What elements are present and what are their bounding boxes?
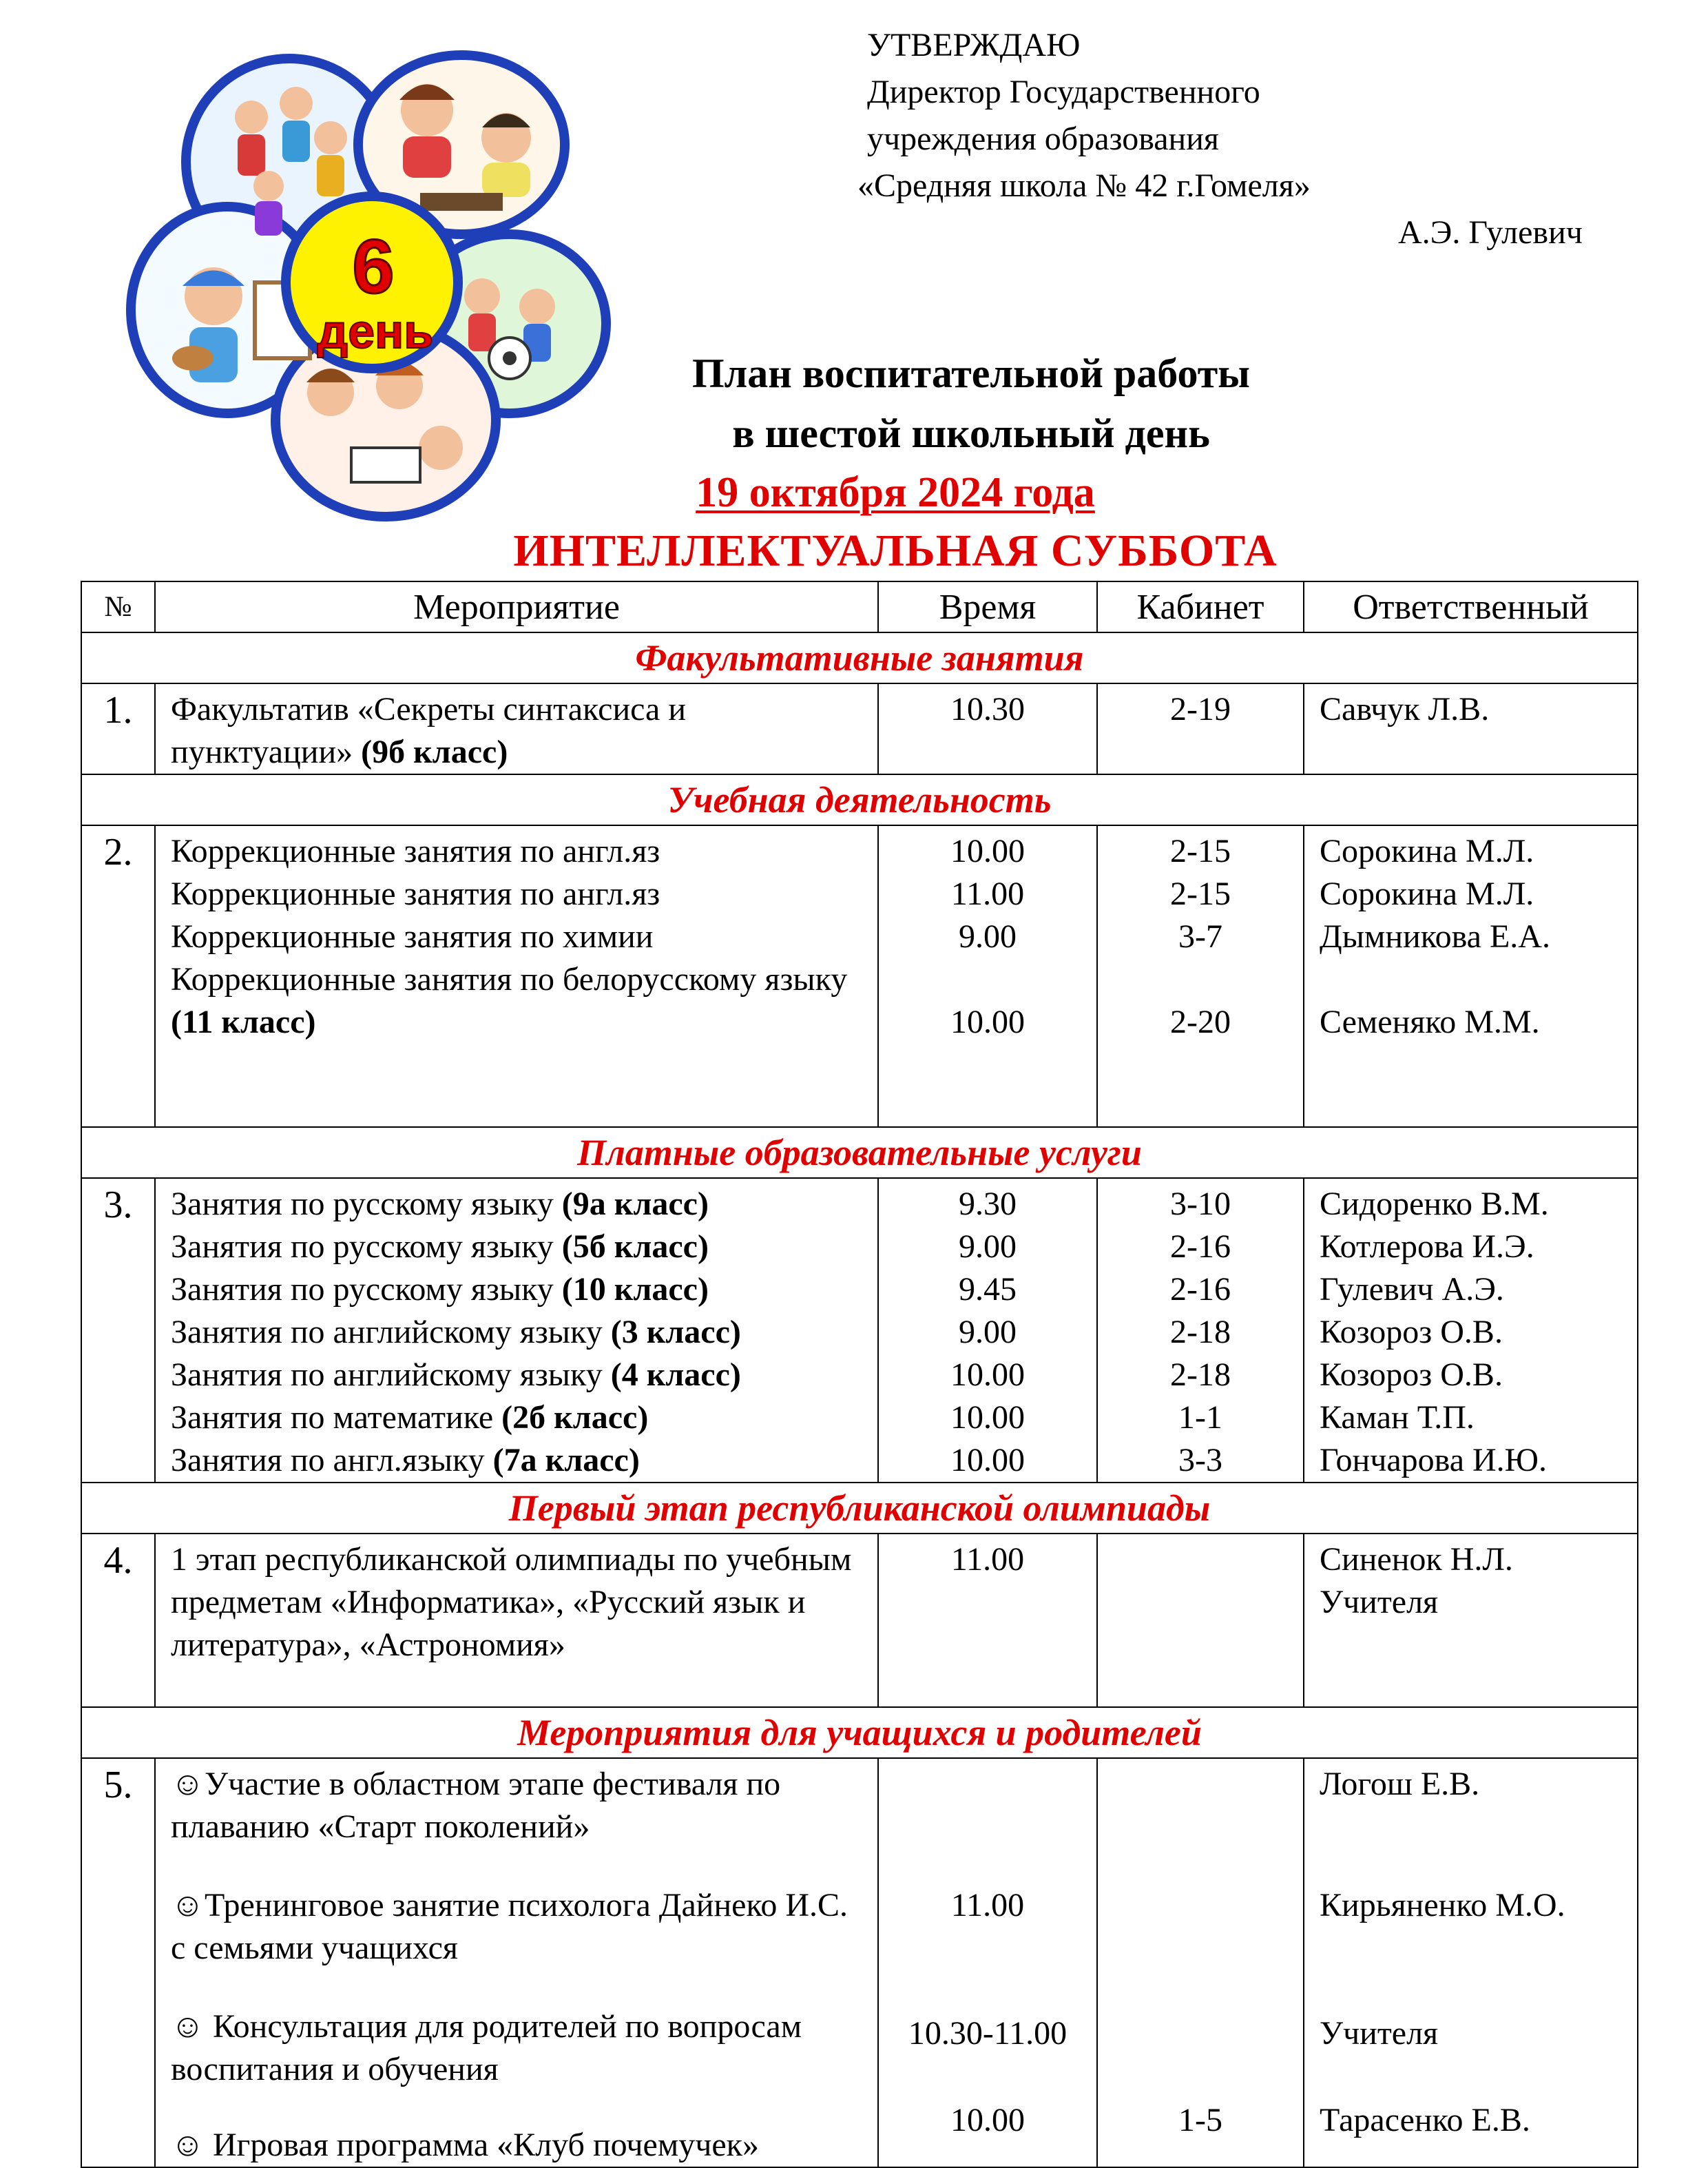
table-row	[81, 825, 1638, 1127]
room-cell	[1097, 1758, 1304, 2167]
event-class: (10 класс)	[561, 1271, 709, 1308]
time-block	[879, 2099, 1096, 2142]
room-value: 2-18	[1170, 1356, 1231, 1393]
row-number: 5.	[81, 1758, 155, 2167]
event-class: (9б класс)	[353, 734, 508, 770]
event-text: Занятия по английскому языку	[171, 1314, 611, 1350]
logo-number: 6	[352, 225, 395, 309]
event-class: (11 класс)	[171, 1004, 316, 1040]
page-date: 19 октября 2024 года	[696, 469, 1095, 516]
responsible-value: Гулевич А.Э.	[1320, 1271, 1504, 1308]
time-value: 10.00	[950, 1442, 1025, 1478]
event-text: Факультатив «Секреты синтаксиса и пунктуации»	[171, 691, 687, 770]
responsible-value	[1320, 958, 1637, 1001]
page-title-line2: в шестой школьный день	[732, 411, 1210, 456]
room-value: 2-15	[1170, 876, 1231, 912]
event-line	[171, 1396, 871, 1439]
event-text: ☺Тренинговое занятие психолога Дайнеко И.С. с семьями учащихся	[171, 1887, 848, 1966]
approval-block	[857, 22, 1583, 256]
time-value: 9.00	[959, 1228, 1017, 1265]
responsible-value: Савчук Л.В.	[1320, 691, 1490, 727]
event-text: Коррекционные занятия по химии	[171, 918, 654, 955]
section-title: Факультативные занятия	[81, 632, 1638, 683]
room-cell	[1097, 683, 1304, 774]
responsible-value: Кирьяненко М.О.	[1320, 1887, 1565, 1923]
time-value: 9.30	[959, 1186, 1017, 1222]
room-value: 2-16	[1170, 1271, 1231, 1308]
time-value: 10.00	[950, 1004, 1025, 1040]
responsible-block	[1320, 1763, 1637, 1884]
event-text: ☺Участие в областном этапе фестиваля по плаванию «Старт поколений»	[171, 1766, 781, 1845]
responsible-cell	[1304, 1534, 1638, 1707]
row-number: 3.	[81, 1178, 155, 1483]
time-value: 9.00	[959, 918, 1017, 955]
time-block	[879, 1884, 1096, 2012]
time-value: 9.45	[959, 1271, 1017, 1308]
responsible-cell	[1304, 683, 1638, 774]
approval-line: УТВЕРЖДАЮ	[867, 27, 1081, 63]
room-cell	[1097, 1178, 1304, 1483]
event-text: Занятия по англ.языку	[171, 1442, 493, 1478]
event-block	[171, 1763, 871, 1884]
event-cell	[155, 825, 878, 1127]
event-text: 1 этап республиканской олимпиады по учебным предметам «Информатика», «Русский язык и литература», «Астрономия»	[171, 1541, 852, 1663]
section-title: Учебная деятельность	[81, 774, 1638, 825]
plan-table	[81, 581, 1638, 2168]
header-time: Время	[878, 581, 1097, 632]
room-value	[1098, 1538, 1303, 1581]
responsible-cell	[1304, 1178, 1638, 1483]
event-text: Занятия по русскому языку	[171, 1186, 562, 1222]
event-cell	[155, 1534, 878, 1707]
time-value: 11.00	[950, 1541, 1025, 1578]
time-cell	[878, 825, 1097, 1127]
responsible-value: Семеняко М.М.	[1320, 1004, 1540, 1040]
room-cell	[1097, 825, 1304, 1127]
time-value: 10.00	[950, 1356, 1025, 1393]
event-line	[171, 1268, 871, 1311]
section-header-row	[81, 774, 1638, 825]
section-title: Мероприятия для учащихся и родителей	[81, 1707, 1638, 1758]
row-number: 4.	[81, 1534, 155, 1707]
time-value: 9.00	[959, 1314, 1017, 1350]
event-text: Занятия по русскому языку	[171, 1271, 562, 1308]
event-block	[171, 1884, 871, 2005]
approval-line: Директор Государственного	[867, 74, 1260, 110]
responsible-value: Сидоренко В.М.	[1320, 1186, 1549, 1222]
event-class: (2б класс)	[501, 1399, 649, 1436]
event-block	[171, 2091, 871, 2167]
event-text: Занятия по английскому языку	[171, 1356, 611, 1393]
time-value: 10.00	[950, 2102, 1025, 2138]
room-block	[1098, 2012, 1303, 2099]
event-text: ☺ Игровая программа «Клуб почемучек»	[171, 2127, 759, 2163]
section-title: Первый этап республиканской олимпиады	[81, 1483, 1638, 1534]
event-text: Коррекционные занятия по англ.яз	[171, 876, 660, 912]
room-block	[1098, 2099, 1303, 2142]
event-cell	[155, 1758, 878, 2167]
room-value: 2-18	[1170, 1314, 1231, 1350]
responsible-cell	[1304, 1758, 1638, 2167]
event-cell	[155, 1178, 878, 1483]
responsible-cell	[1304, 825, 1638, 1127]
table-header-row	[81, 581, 1638, 632]
event-text: ☺ Консультация для родителей по вопросам воспитания и обучения	[171, 2008, 802, 2087]
room-value	[1098, 958, 1303, 1001]
room-value: 2-19	[1170, 691, 1231, 727]
time-cell	[878, 1758, 1097, 2167]
time-value: 10.30-11.00	[908, 2015, 1068, 2052]
time-block	[879, 2012, 1096, 2099]
room-value	[1098, 1763, 1303, 1806]
room-value: 3-10	[1170, 1186, 1231, 1222]
room-value: 3-7	[1178, 918, 1222, 955]
room-value: 1-5	[1178, 2102, 1222, 2138]
responsible-value: Сорокина М.Л.	[1320, 833, 1534, 869]
section-header-row	[81, 1483, 1638, 1534]
table-row	[81, 1534, 1638, 1707]
responsible-value: Тарасенко Е.В.	[1320, 2102, 1530, 2138]
event-line	[171, 1354, 871, 1396]
room-block	[1098, 1763, 1303, 1884]
responsible-block	[1320, 2012, 1637, 2099]
six-day-flower-logo	[124, 34, 620, 530]
room-value: 3-3	[1178, 1442, 1222, 1478]
event-class: (9а класс)	[561, 1186, 709, 1222]
page-theme: ИНТЕЛЛЕКТУАЛЬНАЯ СУББОТА	[513, 526, 1278, 576]
section-title: Платные образовательные услуги	[81, 1127, 1638, 1178]
table-row	[81, 683, 1638, 774]
section-header-row	[81, 632, 1638, 683]
table-row	[81, 1178, 1638, 1483]
responsible-value: Каман Т.П.	[1320, 1399, 1475, 1436]
room-value: 2-15	[1170, 833, 1231, 869]
event-block	[171, 2005, 871, 2091]
logo-word: день	[317, 304, 434, 358]
event-line	[171, 1226, 871, 1268]
page-title-line1: План воспитательной работы	[691, 351, 1251, 396]
event-class: (7а класс)	[492, 1442, 640, 1478]
time-value: 11.00	[950, 876, 1025, 912]
room-value: 2-16	[1170, 1228, 1231, 1265]
event-line	[171, 1311, 871, 1354]
responsible-value: Дымникова Е.А.	[1320, 918, 1550, 955]
section-header-row	[81, 1707, 1638, 1758]
time-value	[879, 1763, 1096, 1806]
time-value: 10.00	[950, 833, 1025, 869]
responsible-value: Учителя	[1320, 1584, 1439, 1620]
event-line	[171, 1183, 871, 1226]
header-room: Кабинет	[1097, 581, 1304, 632]
time-value	[879, 958, 1096, 1001]
responsible-value: Учителя	[1320, 2015, 1439, 2052]
event-text: Коррекционные занятия по англ.яз	[171, 833, 660, 869]
responsible-value: Логош Е.В.	[1320, 1766, 1480, 1802]
responsible-value: Козороз О.В.	[1320, 1314, 1503, 1350]
approval-line: учреждения образования	[867, 121, 1219, 157]
time-cell	[878, 1534, 1097, 1707]
time-value: 10.30	[950, 691, 1025, 727]
room-cell	[1097, 1534, 1304, 1707]
time-block	[879, 1763, 1096, 1884]
room-value: 1-1	[1178, 1399, 1222, 1436]
room-value	[1098, 1884, 1303, 1927]
room-value: 2-20	[1170, 1004, 1231, 1040]
event-class: (4 класс)	[610, 1356, 741, 1393]
time-value: 11.00	[950, 1887, 1025, 1923]
time-cell	[878, 1178, 1097, 1483]
responsible-block	[1320, 1884, 1637, 2012]
header-event: Мероприятие	[155, 581, 878, 632]
responsible-value: Котлерова И.Э.	[1320, 1228, 1534, 1265]
event-class: (3 класс)	[610, 1314, 741, 1350]
time-value: 10.00	[950, 1399, 1025, 1436]
room-value	[1098, 2012, 1303, 2055]
table-row	[81, 1758, 1638, 2167]
event-text: Занятия по русскому языку	[171, 1228, 562, 1265]
event-class: (5б класс)	[561, 1228, 709, 1265]
responsible-value: Гончарова И.Ю.	[1320, 1442, 1547, 1478]
header-responsible: Ответственный	[1304, 581, 1638, 632]
responsible-value: Синенок Н.Л.	[1320, 1541, 1513, 1578]
room-block	[1098, 1884, 1303, 2012]
time-cell	[878, 683, 1097, 774]
row-number: 2.	[81, 825, 155, 1127]
responsible-block	[1320, 2099, 1637, 2142]
row-number: 1.	[81, 683, 155, 774]
event-line	[171, 1439, 871, 1482]
responsible-value: Козороз О.В.	[1320, 1356, 1503, 1393]
approval-line: «Средняя школа № 42 г.Гомеля»	[857, 167, 1311, 204]
event-text: Коррекционные занятия по белорусскому языку	[171, 961, 848, 998]
header-number: №	[81, 581, 155, 632]
approval-signatory: А.Э. Гулевич	[1398, 214, 1583, 251]
event-text: Занятия по математике	[171, 1399, 502, 1436]
section-header-row	[81, 1127, 1638, 1178]
event-cell	[155, 683, 878, 774]
responsible-value: Сорокина М.Л.	[1320, 876, 1534, 912]
